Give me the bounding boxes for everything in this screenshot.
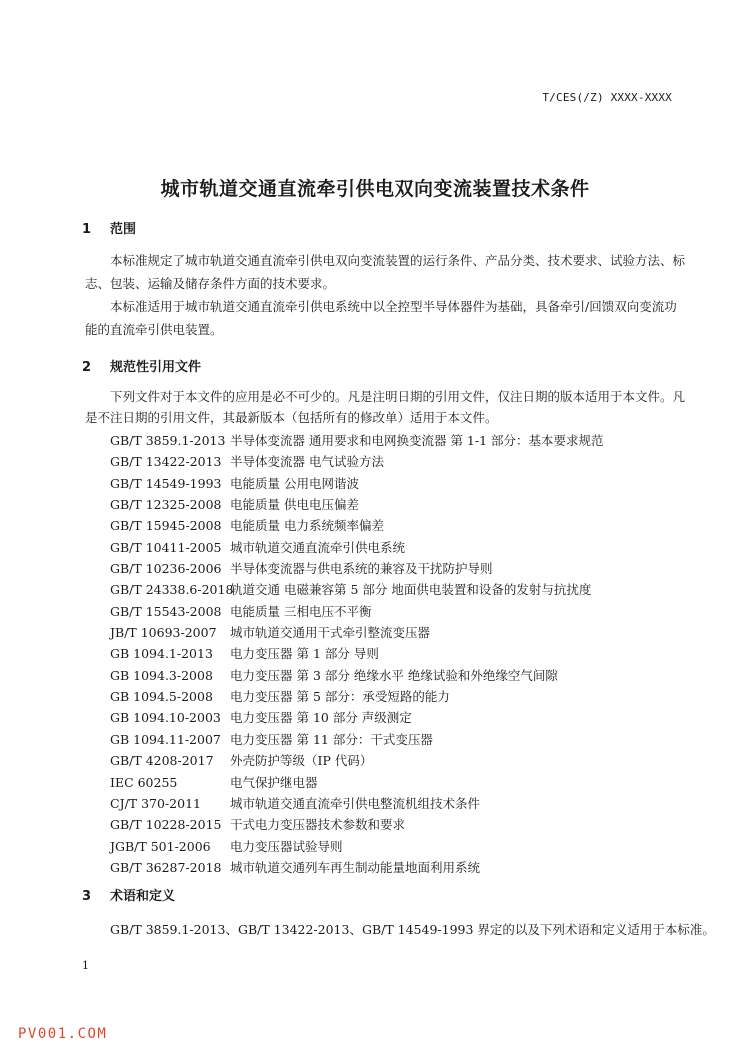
reference-item: [110, 579, 604, 600]
reference-item: [110, 643, 604, 664]
reference-code: GB 1094.3-2008: [110, 667, 213, 683]
reference-item: [110, 622, 604, 643]
reference-code: IEC 60255: [110, 774, 178, 790]
section-3-text: GB/T 3859.1-2013、GB/T 13422-2013、GB/T 14549-1993 界定的以及下列术语和定义适用于本标准。: [110, 922, 715, 937]
reference-list: [110, 430, 604, 878]
reference-title: 半导体变流器 电气试验方法: [230, 454, 384, 470]
reference-item: [110, 665, 604, 686]
page-number: 1: [82, 959, 89, 972]
reference-item: [110, 473, 604, 494]
reference-title: 电力变压器 第 1 部分 导则: [230, 646, 379, 662]
section-3-title: 术语和定义: [110, 889, 176, 904]
reference-code: GB 1094.5-2008: [110, 689, 213, 705]
section-2-title: 规范性引用文件: [110, 360, 202, 375]
reference-title: 轨道交通 电磁兼容第 5 部分 地面供电装置和设备的发射与抗扰度: [230, 582, 592, 598]
reference-title: 电能质量 电力系统频率偏差: [230, 518, 384, 534]
reference-title: 电能质量 三相电压不平衡: [230, 603, 372, 619]
reference-title: 电能质量 供电电压偏差: [230, 497, 359, 513]
reference-title: 电力变压器试验导则: [230, 838, 343, 854]
section-1-paragraph-1: 本标准规定了城市轨道交通直流牵引供电双向变流装置的运行条件、产品分类、技术要求、试验方法、标志、包装、运输及储存条件方面的技术要求。: [85, 253, 686, 291]
reference-code: JGB/T 501-2006: [110, 838, 211, 854]
reference-code: GB/T 14549-1993: [110, 475, 222, 491]
reference-item: [110, 686, 604, 707]
watermark-text: PV001.COM: [18, 1026, 108, 1042]
reference-title: 电力变压器 第 10 部分 声级测定: [230, 710, 412, 726]
document-title: 城市轨道交通直流牵引供电双向变流装置技术条件: [160, 178, 590, 200]
reference-code: GB 1094.10-2003: [110, 710, 221, 726]
reference-code: GB 1094.11-2007: [110, 731, 221, 747]
section-1-heading: [82, 218, 136, 237]
section-3-number: 3: [82, 889, 92, 904]
reference-code: GB/T 10236-2006: [110, 561, 222, 577]
reference-code: GB/T 15945-2008: [110, 518, 222, 534]
reference-code: GB/T 15543-2008: [110, 603, 222, 619]
reference-item: [110, 537, 604, 558]
reference-item: [110, 857, 604, 878]
reference-item: [110, 515, 604, 536]
document-code: T/CES(/Z) XXXX-XXXX: [542, 91, 672, 104]
reference-title: 电力变压器 第 5 部分：承受短路的能力: [230, 689, 450, 705]
reference-item: [110, 772, 604, 793]
reference-title: 电力变压器 第 3 部分 绝缘水平 绝缘试验和外绝缘空气间隙: [230, 667, 558, 683]
section-3-heading: [82, 885, 175, 904]
reference-code: JB/T 10693-2007: [110, 625, 217, 641]
reference-item: [110, 707, 604, 728]
reference-code: GB/T 13422-2013: [110, 454, 222, 470]
reference-title: 城市轨道交通列车再生制动能量地面利用系统: [230, 859, 481, 875]
reference-item: [110, 793, 604, 814]
reference-code: GB/T 24338.6-2018: [110, 582, 234, 598]
reference-item: [110, 750, 604, 771]
reference-title: 电能质量 公用电网谐波: [230, 475, 359, 491]
reference-title: 外壳防护等级（IP 代码）: [230, 753, 373, 769]
section-2-number: 2: [82, 360, 92, 375]
reference-item: [110, 430, 604, 451]
reference-title: 城市轨道交通用干式牵引整流变压器: [230, 625, 431, 641]
reference-code: GB/T 4208-2017: [110, 753, 214, 769]
reference-title: 半导体变流器与供电系统的兼容及干扰防护导则: [230, 561, 493, 577]
reference-item: [110, 729, 604, 750]
reference-code: GB 1094.1-2013: [110, 646, 213, 662]
section-1-number: 1: [82, 222, 92, 237]
reference-item: [110, 494, 604, 515]
reference-code: GB/T 12325-2008: [110, 497, 222, 513]
reference-title: 半导体变流器 通用要求和电网换变流器 第 1-1 部分：基本要求规范: [230, 433, 604, 448]
reference-title: 电力变压器 第 11 部分：干式变压器: [230, 731, 433, 747]
reference-title: 电气保护继电器: [230, 774, 318, 790]
section-2-intro: 下列文件对于本文件的应用是必不可少的。凡是注明日期的引用文件，仅注日期的版本适用于本文件。凡是不注日期的引用文件，其最新版本（包括所有的修改单）适用于本文件。: [85, 389, 686, 425]
reference-code: GB/T 36287-2018: [110, 859, 222, 875]
reference-item: [110, 601, 604, 622]
reference-code: CJ/T 370-2011: [110, 795, 201, 811]
reference-code: GB/T 3859.1-2013: [110, 433, 226, 448]
reference-code: GB/T 10411-2005: [110, 539, 222, 555]
reference-code: GB/T 10228-2015: [110, 817, 222, 833]
section-1-title: 范围: [110, 222, 137, 237]
section-2-heading: [82, 356, 201, 375]
reference-title: 干式电力变压器技术参数和要求: [230, 817, 406, 833]
section-1-paragraph-2: 本标准适用于城市轨道交通直流牵引供电系统中以全控型半导体器件为基础，具备牵引/回馈双向变流功能的直流牵引供电装置。: [85, 299, 677, 337]
reference-item: [110, 451, 604, 472]
reference-item: [110, 814, 604, 835]
reference-title: 城市轨道交通直流牵引供电整流机组技术条件: [230, 795, 481, 811]
reference-item: [110, 836, 604, 857]
reference-item: [110, 558, 604, 579]
reference-title: 城市轨道交通直流牵引供电系统: [230, 539, 406, 555]
